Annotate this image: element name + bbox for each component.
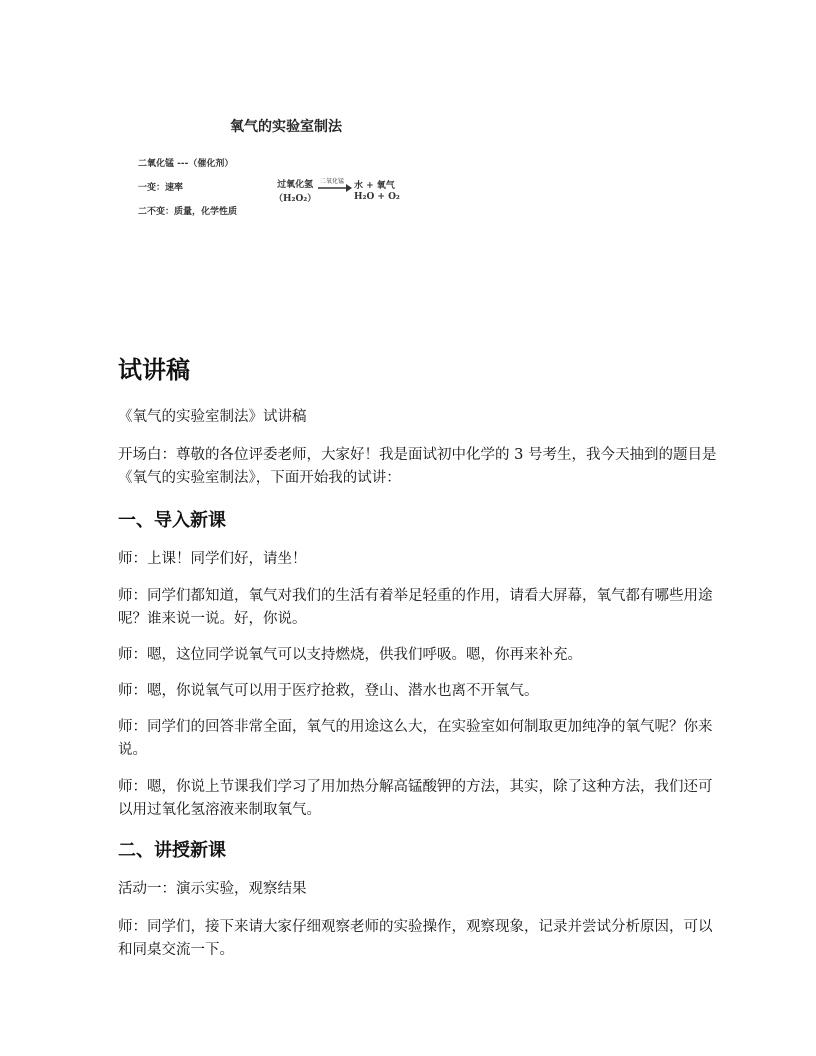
equation-reactant	[274, 178, 316, 206]
document-subtitle: 《氧气的实验室制法》试讲稿	[118, 409, 307, 425]
reactant-formula: （H₂O₂）	[274, 194, 317, 204]
equation-products-names: 水 + 氧气	[354, 181, 395, 191]
paragraph: 师：嗯，你说氧气可以用于医疗抢救，登山、潜水也离不开氧气。	[118, 683, 539, 699]
paragraph: 师：嗯，你说上节课我们学习了用加热分解高锰酸钾的方法，其实，除了这种方法，我们还可以用过氧化氢溶液来制取氧气。	[118, 779, 713, 818]
paragraph: 师：同学们，接下来请大家仔细观察老师的实验操作，观察现象，记录并尝试分析原因，可以和同桌交流一下。	[118, 919, 713, 958]
board-line-catalyst: 二氧化锰 ---（催化剂）	[138, 159, 234, 169]
paragraph: 师：同学们的回答非常全面，氧气的用途这么大，在实验室如何制取更加纯净的氧气呢？你来说。	[118, 719, 713, 758]
blackboard-image	[130, 112, 430, 222]
equation-condition: 二氧化锰	[320, 178, 345, 185]
section-heading-intro: 一、导入新课	[118, 510, 226, 531]
board-title: 氧气的实验室制法	[230, 119, 342, 135]
opening-paragraph: 开场白：尊敬的各位评委老师，大家好！我是面试初中化学的 3 号考生，我今天抽到的题目是《氧气的实验室制法》，下面开始我的试讲：	[118, 447, 717, 486]
paragraph: 师：嗯，这位同学说氧气可以支持燃烧，供我们呼吸。嗯，你再来补充。	[118, 647, 582, 663]
reactant-name: 过氧化氢	[277, 180, 314, 190]
paragraph: 师：同学们都知道，氧气对我们的生活有着举足轻重的作用，请看大屏幕，氧气都有哪些用途呢？谁来说一说。好，你说。	[118, 588, 713, 627]
board-line-change: 一变：速率	[138, 183, 184, 193]
board-line-unchanged: 二不变：质量，化学性质	[138, 207, 238, 217]
reaction-arrow-icon	[318, 184, 352, 192]
activity-heading: 活动一：演示实验，观察结果	[118, 881, 307, 897]
equation-products-formulas: H₂O + O₂	[354, 192, 400, 202]
paragraph: 师：上课！同学们好，请坐！	[118, 551, 307, 567]
document-title: 试讲稿	[118, 355, 190, 384]
section-heading-teaching: 二、讲授新课	[118, 840, 226, 861]
